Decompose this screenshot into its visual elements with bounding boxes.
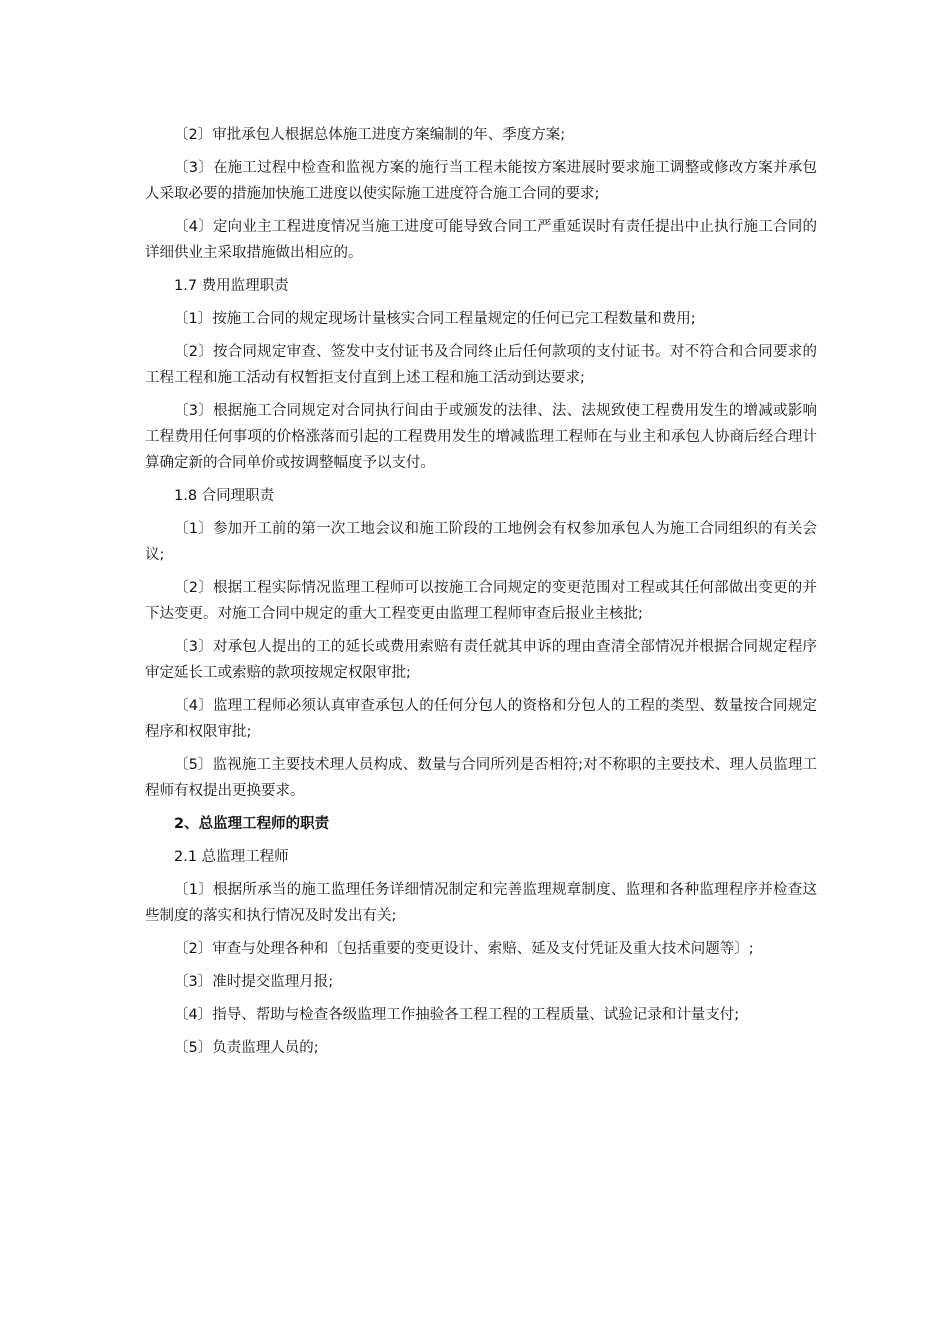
paragraph: 〔3〕对承包人提出的工的延长或费用索赔有责任就其申诉的理由查清全部情况并根据合同规定程序审定延长工或索赔的款项按规定权限审批;: [145, 639, 817, 681]
document-body: [145, 122, 817, 1068]
paragraph: 〔1〕按施工合同的规定现场计量核实合同工程量规定的任何已完工程数量和费用;: [174, 311, 696, 327]
paragraph: 〔4〕监理工程师必须认真审查承包人的任何分包人的资格和分包人的工程的类型、数量按合同规定程序和权限审批;: [145, 698, 817, 740]
section-heading: 1.8 合同理职责: [174, 488, 275, 504]
paragraph: 〔2〕按合同规定审查、签发中支付证书及合同终止后任何款项的支付证书。对不符合和合同要求的工程工程和施工活动有权暂拒支付直到上述工程和施工活动到达要求;: [145, 344, 817, 386]
paragraph: 〔5〕负责监理人员的;: [174, 1040, 319, 1056]
paragraph: 〔2〕审查与处理各种和〔包括重要的变更设计、索赔、延及支付凭证及重大技术问题等〕;: [174, 941, 754, 957]
section-heading: 1.7 费用监理职责: [174, 278, 289, 294]
paragraph: 〔1〕参加开工前的第一次工地会议和施工阶段的工地例会有权参加承包人为施工合同组织的有关会议;: [145, 521, 817, 563]
paragraph: 〔4〕定向业主工程进度情况当施工进度可能导致合同工严重延误时有责任提出中止执行施工合同的详细供业主采取措施做出相应的。: [145, 219, 817, 261]
section-heading: 2.1 总监理工程师: [174, 849, 289, 865]
chapter-heading: 2、总监理工程师的职责: [174, 816, 330, 832]
paragraph: 〔3〕根据施工合同规定对合同执行间由于或颁发的法律、法、法规致使工程费用发生的增减或影响工程费用任何事项的价格涨落而引起的工程费用发生的增减监理工程师在与业主和承包人协商后经合理计算确定新的合同单价或按调整幅度予以支付。: [145, 403, 817, 471]
paragraph: 〔2〕根据工程实际情况监理工程师可以按施工合同规定的变更范围对工程或其任何部做出变更的并下达变更。对施工合同中规定的重大工程变更由监理工程师审查后报业主核批;: [145, 580, 817, 622]
paragraph: 〔5〕监视施工主要技术理人员构成、数量与合同所列是否相符;对不称职的主要技术、理人员监理工程师有权提出更换要求。: [145, 757, 817, 799]
paragraph: 〔2〕审批承包人根据总体施工进度方案编制的年、季度方案;: [174, 127, 566, 143]
paragraph: 〔3〕准时提交监理月报;: [174, 974, 334, 990]
paragraph: 〔4〕指导、帮助与检查各级监理工作抽验各工程工程的工程质量、试验记录和计量支付;: [174, 1007, 740, 1023]
paragraph: 〔1〕根据所承当的施工监理任务详细情况制定和完善监理规章制度、监理和各种监理程序并检查这些制度的落实和执行情况及时发出有关;: [145, 882, 817, 924]
paragraph: 〔3〕在施工过程中检查和监视方案的施行当工程未能按方案进展时要求施工调整或修改方案并承包人采取必要的措施加快施工进度以使实际施工进度符合施工合同的要求;: [145, 160, 817, 202]
